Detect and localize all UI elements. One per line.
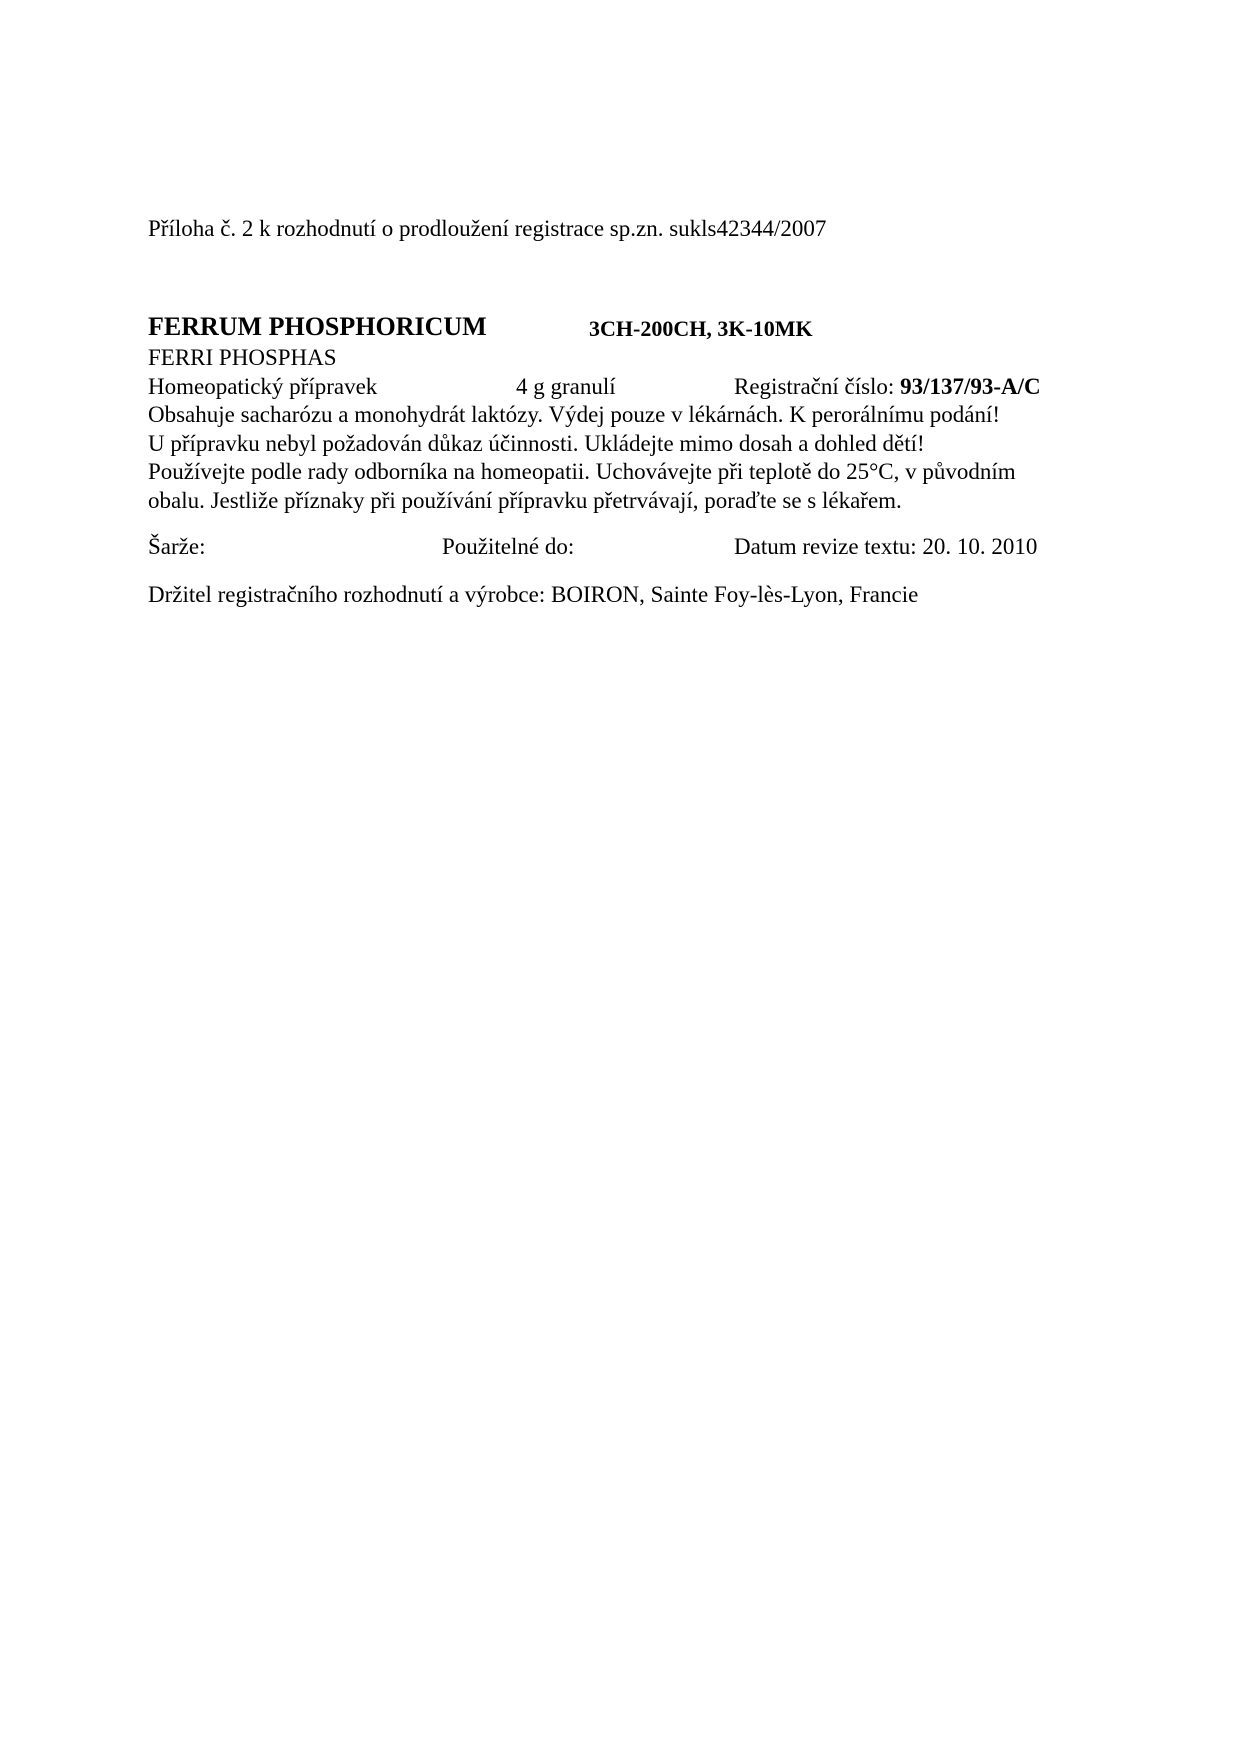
- product-title-row: [148, 312, 813, 347]
- batch-row: [148, 533, 1088, 561]
- product-meta-row: [148, 373, 1088, 401]
- registration-info: [734, 373, 1041, 401]
- instructions-line: U přípravku nebyl požadován důkaz účinnosti. Ukládejte mimo dosah a dohled dětí!: [148, 430, 925, 456]
- product-type: Homeopatický přípravek: [148, 374, 378, 399]
- instructions-line: obalu. Jestliže příznaky při používání přípravku přetrvávají, poraďte se s lékařem.: [148, 487, 902, 513]
- expiry-label: Použitelné do:: [442, 534, 575, 559]
- batch-label: Šarže:: [148, 534, 206, 559]
- latin-name: FERRI PHOSPHAS: [148, 345, 337, 370]
- header-note: Příloha č. 2 k rozhodnutí o prodloužení registrace sp.zn. sukls42344/2007: [148, 216, 827, 241]
- registration-number: 93/137/93-A/C: [900, 374, 1041, 399]
- instructions-paragraph: [148, 401, 1098, 515]
- registration-holder: Držitel registračního rozhodnutí a výrobce: BOIRON, Sainte Foy-lès-Lyon, Francie: [148, 582, 919, 607]
- registration-label: Registrační číslo:: [734, 374, 895, 399]
- product-name: FERRUM PHOSPHORICUM: [148, 312, 487, 341]
- product-amount: 4 g granulí: [516, 374, 616, 399]
- instructions-line: Používejte podle rady odborníka na homeopatii. Uchovávejte při teplotě do 25°C, v původním: [148, 459, 1016, 484]
- product-potency: 3CH-200CH, 3K-10MK: [589, 316, 813, 341]
- instructions-line: Obsahuje sacharózu a monohydrát laktózy. Výdej pouze v lékárnách. K perorálnímu podání!: [148, 402, 1000, 427]
- revision-date: Datum revize textu: 20. 10. 2010: [734, 534, 1038, 559]
